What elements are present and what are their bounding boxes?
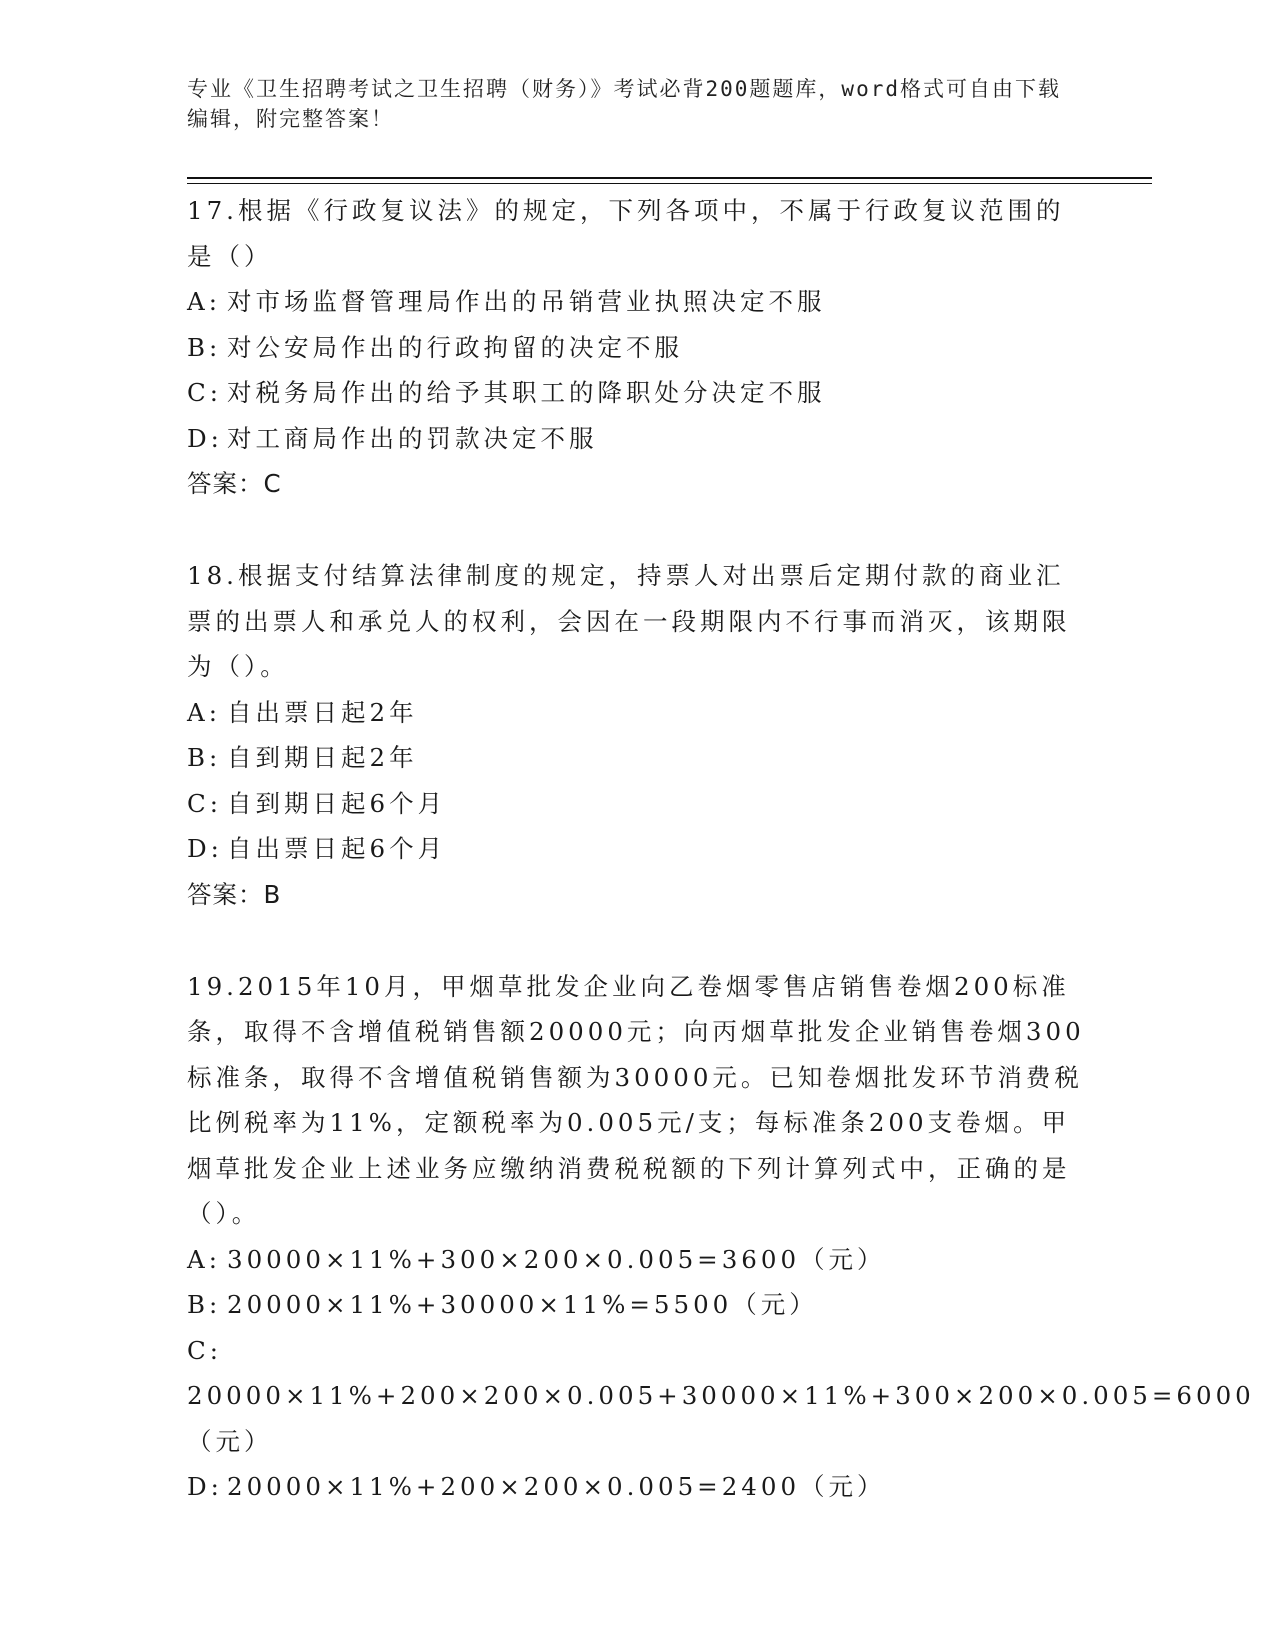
- option-text: 20000×11%+30000×11%=5500（元）: [227, 1290, 818, 1319]
- question-stem: 19.2015年10月，甲烟草批发企业向乙卷烟零售店销售卷烟200标准条，取得不含增值税销售额20000元；向丙烟草批发企业销售卷烟300标准条，取得不含增值税销售额为30000元。已知卷烟批发环节消费税比例税率为11%，定额税率为0.005元/支；每标准条200支卷烟。甲烟草批发企业上述业务应缴纳消费税税额的下列计算列式中，正确的是（）。: [187, 971, 1085, 1228]
- answer-line: 答案：B: [187, 879, 282, 909]
- option-c: [187, 1328, 1255, 1465]
- option-text: 对市场监督管理局作出的吊销营业执照决定不服: [227, 287, 826, 316]
- question-list: [187, 188, 1255, 1510]
- option-letter: D:: [187, 1472, 223, 1501]
- question-stem: 18.根据支付结算法律制度的规定，持票人对出票后定期付款的商业汇票的出票人和承兑人的权利，会因在一段期限内不行事而消灭，该期限为（）。: [187, 561, 1071, 681]
- option-letter: D:: [187, 423, 223, 453]
- answer-line: 答案：C: [187, 469, 282, 498]
- option-text: 自出票日起2年: [227, 697, 418, 727]
- option-text: 对公安局作出的行政拘留的决定不服: [227, 332, 683, 362]
- option-text: 30000×11%+300×200×0.005=3600（元）: [227, 1244, 886, 1274]
- option-letter: B:: [187, 1290, 222, 1319]
- question-18: [187, 553, 1087, 918]
- document-header: 专业《卫生招聘考试之卫生招聘（财务）》考试必背200题题库，word格式可自由下载编辑，附完整答案！: [187, 77, 1061, 131]
- option-c: [187, 370, 1087, 416]
- option-b: [187, 1282, 1087, 1328]
- option-letter: B:: [187, 743, 222, 772]
- option-text: 自到期日起2年: [227, 743, 418, 772]
- question-spacer: [187, 918, 1087, 964]
- option-text: 20000×11%+200×200×0.005=2400（元）: [227, 1472, 886, 1501]
- option-letter: C:: [187, 1335, 223, 1365]
- option-c: [187, 781, 1087, 827]
- option-text: 对工商局作出的罚款决定不服: [227, 423, 598, 453]
- option-letter: D:: [187, 834, 223, 863]
- option-a: [187, 690, 1087, 736]
- option-letter: C:: [187, 378, 223, 407]
- option-b: [187, 735, 1087, 781]
- option-letter: B:: [187, 332, 222, 362]
- header-divider-thick: [187, 177, 1152, 179]
- option-d: [187, 1464, 1087, 1510]
- header-divider-thin: [187, 183, 1152, 184]
- option-a: [187, 279, 1087, 325]
- option-a: [187, 1237, 1087, 1283]
- option-letter: A:: [187, 697, 221, 727]
- option-text: 20000×11%+200×200×0.005+30000×11%+300×200×0.005=6000（元）: [187, 1381, 1255, 1456]
- option-d: [187, 826, 1087, 872]
- option-b: [187, 325, 1087, 371]
- option-letter: C:: [187, 788, 223, 818]
- question-17: [187, 188, 1087, 507]
- question-spacer: [187, 507, 1087, 553]
- question-19: [187, 964, 1255, 1510]
- option-text: 对税务局作出的给予其职工的降职处分决定不服: [227, 378, 826, 407]
- option-letter: A:: [187, 1244, 221, 1274]
- option-text: 自出票日起6个月: [227, 834, 447, 863]
- option-text: 自到期日起6个月: [227, 788, 447, 818]
- option-d: [187, 416, 1087, 462]
- option-letter: A:: [187, 287, 221, 316]
- question-stem: 17.根据《行政复议法》的规定，下列各项中，不属于行政复议范围的是（）: [187, 196, 1065, 271]
